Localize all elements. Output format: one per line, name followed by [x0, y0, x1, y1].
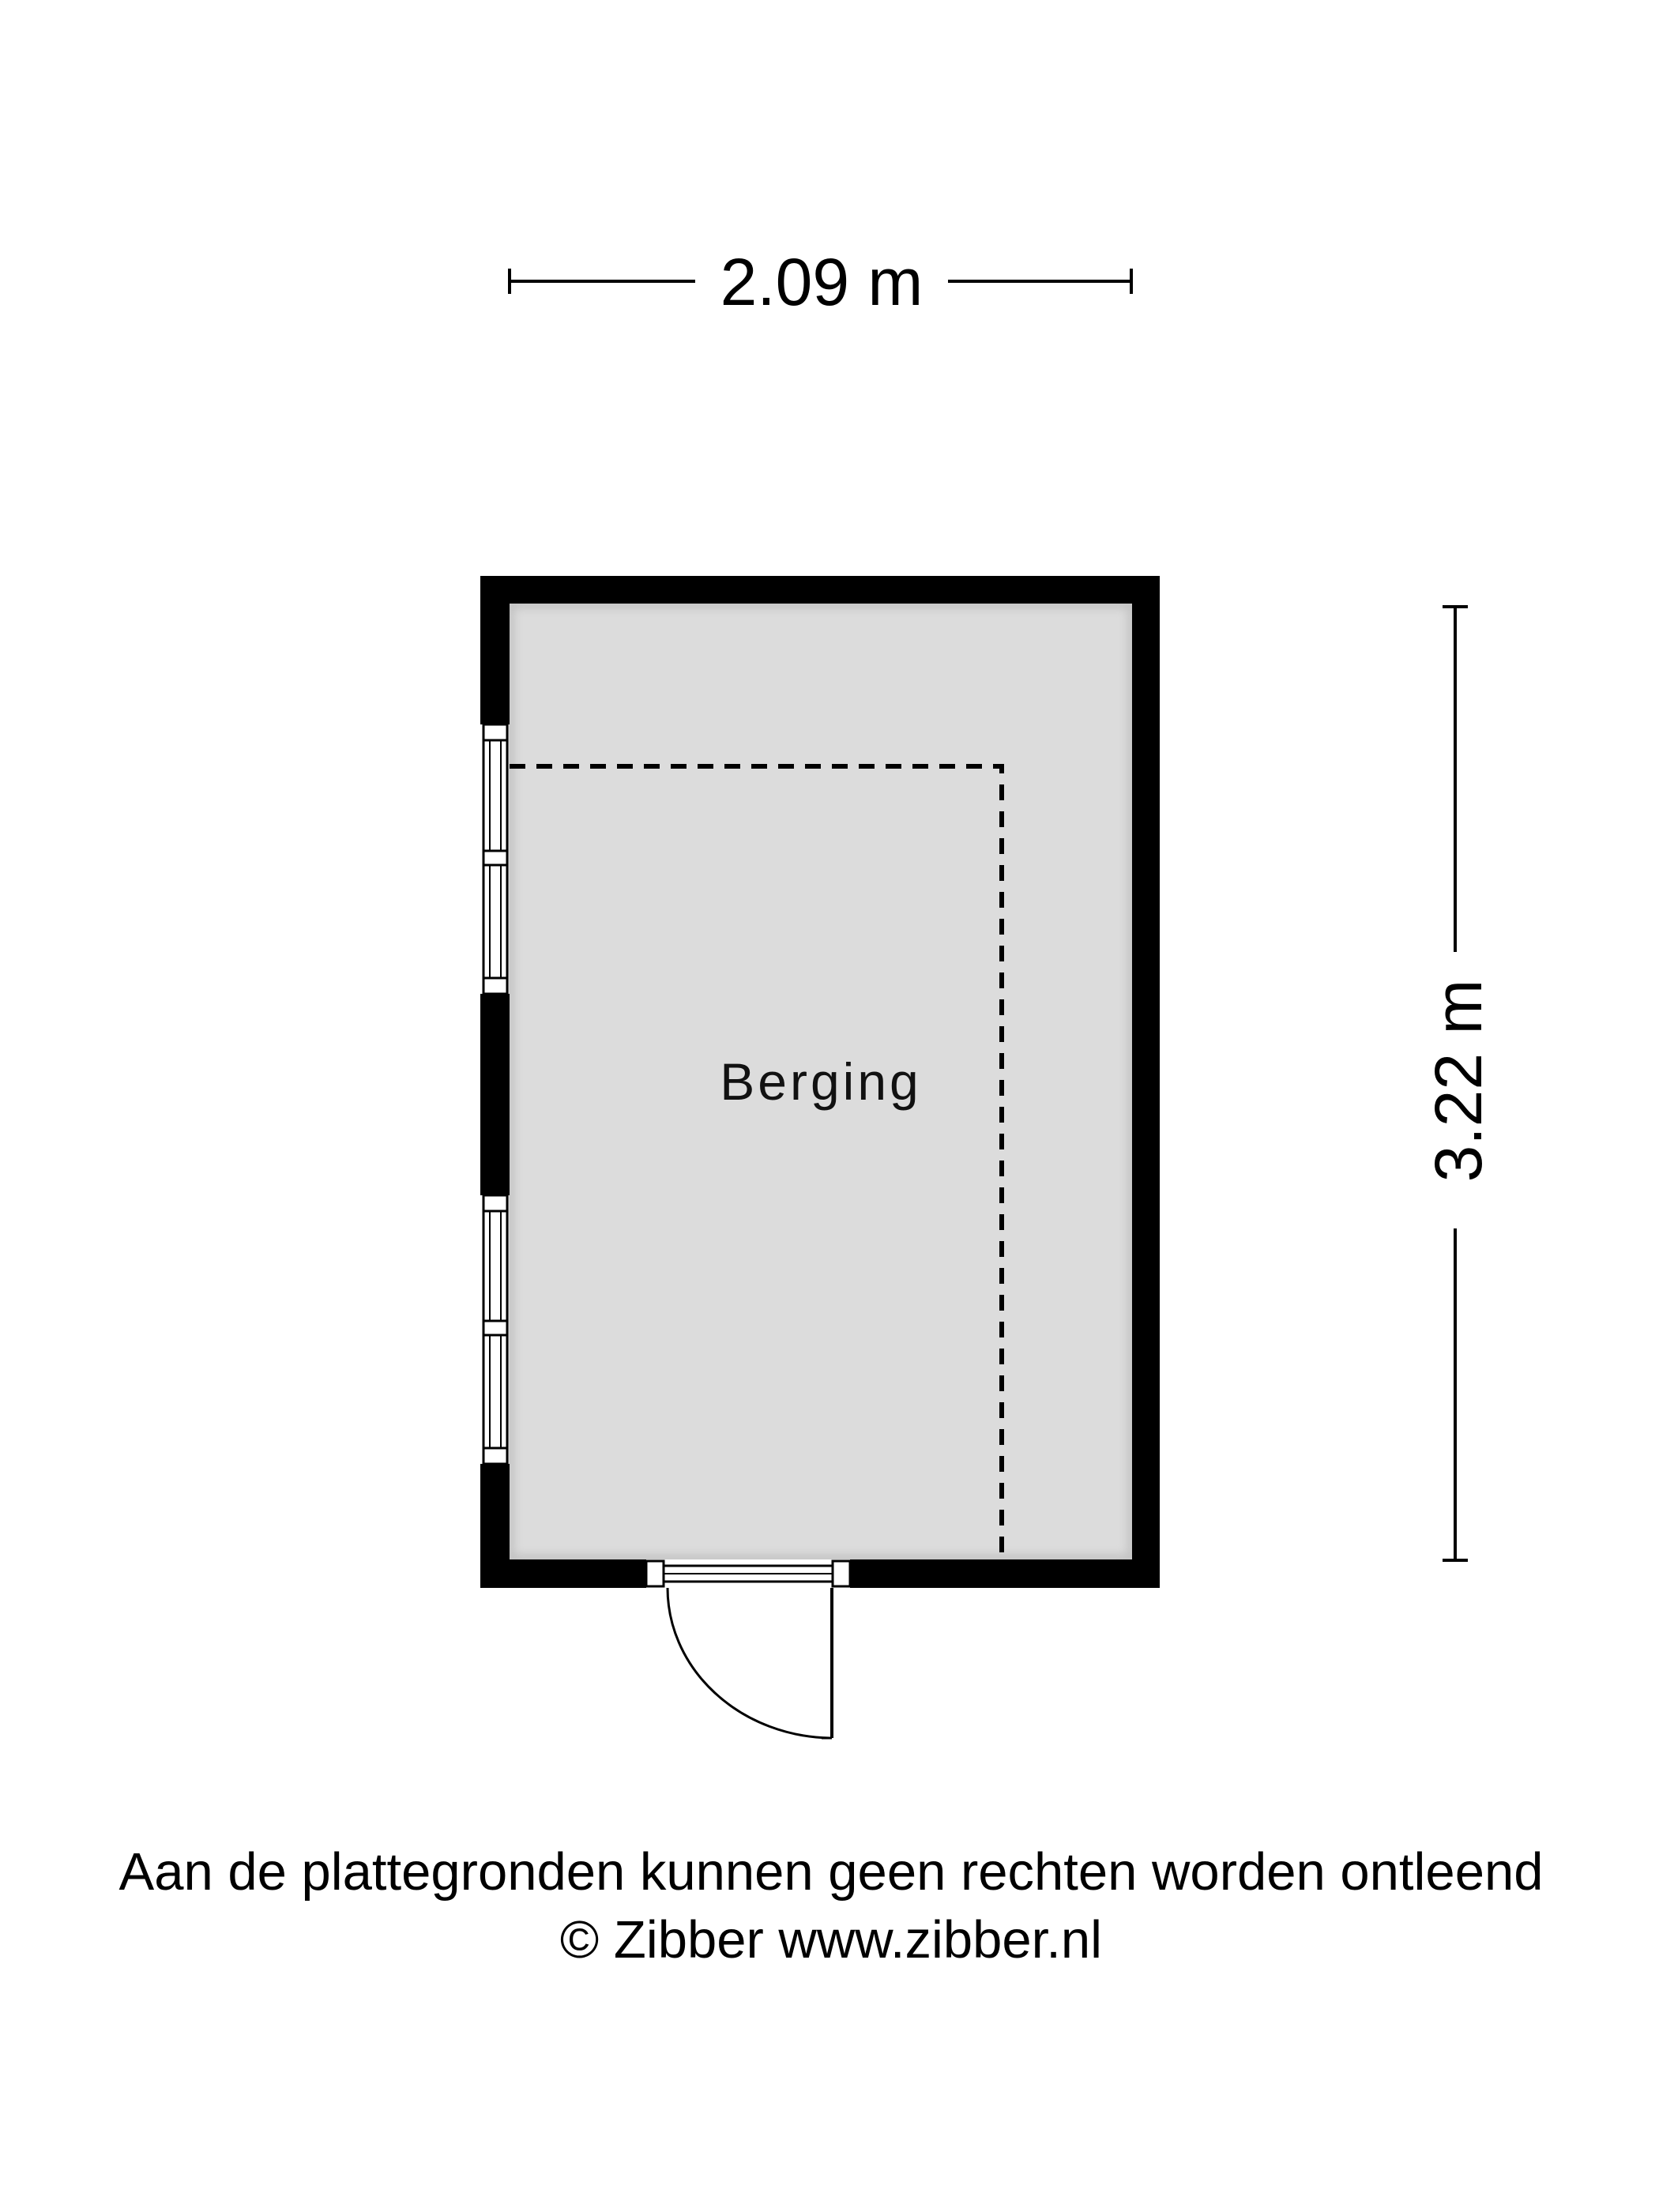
window-upper: [483, 724, 507, 994]
width-dimension: [510, 245, 1131, 319]
disclaimer-text: Aan de plattegronden kunnen geen rechten worden ontleend: [118, 1842, 1544, 1902]
height-dimension: [1421, 607, 1495, 1560]
width-label: 2.09 m: [720, 245, 924, 319]
room-label: Berging: [720, 1052, 922, 1111]
height-label: 3.22 m: [1421, 979, 1495, 1183]
copyright-text: © Zibber www.zibber.nl: [559, 1910, 1103, 1969]
door: [646, 1559, 850, 1738]
window-lower: [483, 1195, 507, 1464]
